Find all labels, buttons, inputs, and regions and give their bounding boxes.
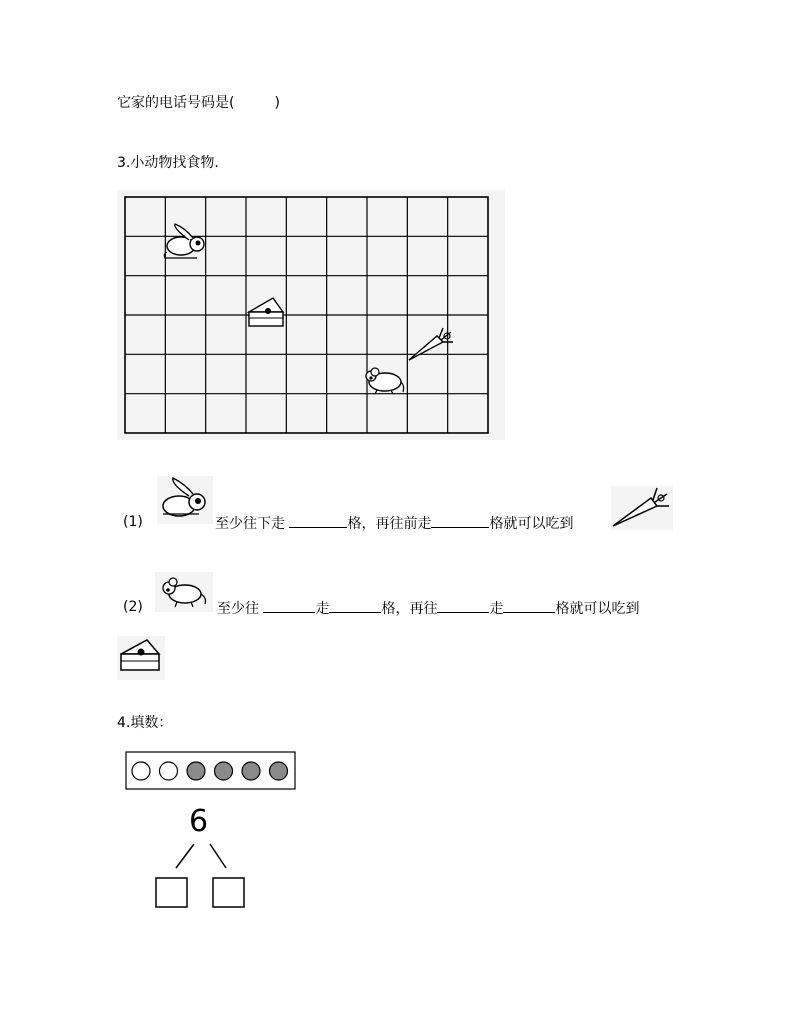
q3-sub2-blank-2[interactable] [329,598,381,613]
q3-sub2-sentence [217,598,639,618]
phone-question [117,94,280,112]
q3-sub1-number: (1) [123,514,143,530]
q3-sub1-blank-1[interactable] [289,513,347,528]
gray-circle [270,762,288,780]
q3-sub2-blank-1[interactable] [263,598,315,613]
phone-close-paren: ) [274,95,280,111]
white-circle [132,762,150,780]
q3-sub1 [123,474,683,534]
q3-sub2-text-e: 格就可以吃到 [555,601,640,617]
q3-sub1-text-a: 至少往下走 [215,516,285,532]
split-line-right [210,844,226,868]
gray-circle [215,762,233,780]
q3-sub1-text-c: 格就可以吃到 [489,516,574,532]
circle-row [125,751,297,791]
mouse-icon [155,572,213,612]
total-number: 6 [189,804,209,839]
q3-sub2 [123,572,703,622]
q3-sub2-text-c: 格，再往 [381,601,438,617]
q3-sub2-blank-3[interactable] [437,598,489,613]
cake-icon [117,636,165,680]
animal-grid [117,190,505,440]
gray-circle [242,762,260,780]
q3-title: 3.小动物找食物. [117,155,219,171]
rabbit-icon [157,476,213,524]
split-diagram [150,840,250,910]
answer-box-right[interactable] [213,878,244,907]
phone-question-text: 它家的电话号码是( [117,95,235,111]
q3-sub1-sentence [215,513,573,533]
q3-sub1-blank-2[interactable] [431,513,489,528]
q3-sub2-blank-4[interactable] [503,598,555,613]
split-line-left [176,844,194,868]
white-circle [160,762,178,780]
carrot-icon [611,486,673,530]
q3-sub2-text-b: 走 [315,601,330,617]
q3-sub2-number: (2) [123,599,143,615]
q3-sub1-text-b: 格，再往前走 [347,516,432,532]
q3-sub2-text-d: 走 [489,601,504,617]
gray-circle [187,762,205,780]
q4-title: 4.填数： [117,715,173,731]
q3-sub2-text-a: 至少往 [217,601,259,617]
answer-box-left[interactable] [156,878,187,907]
